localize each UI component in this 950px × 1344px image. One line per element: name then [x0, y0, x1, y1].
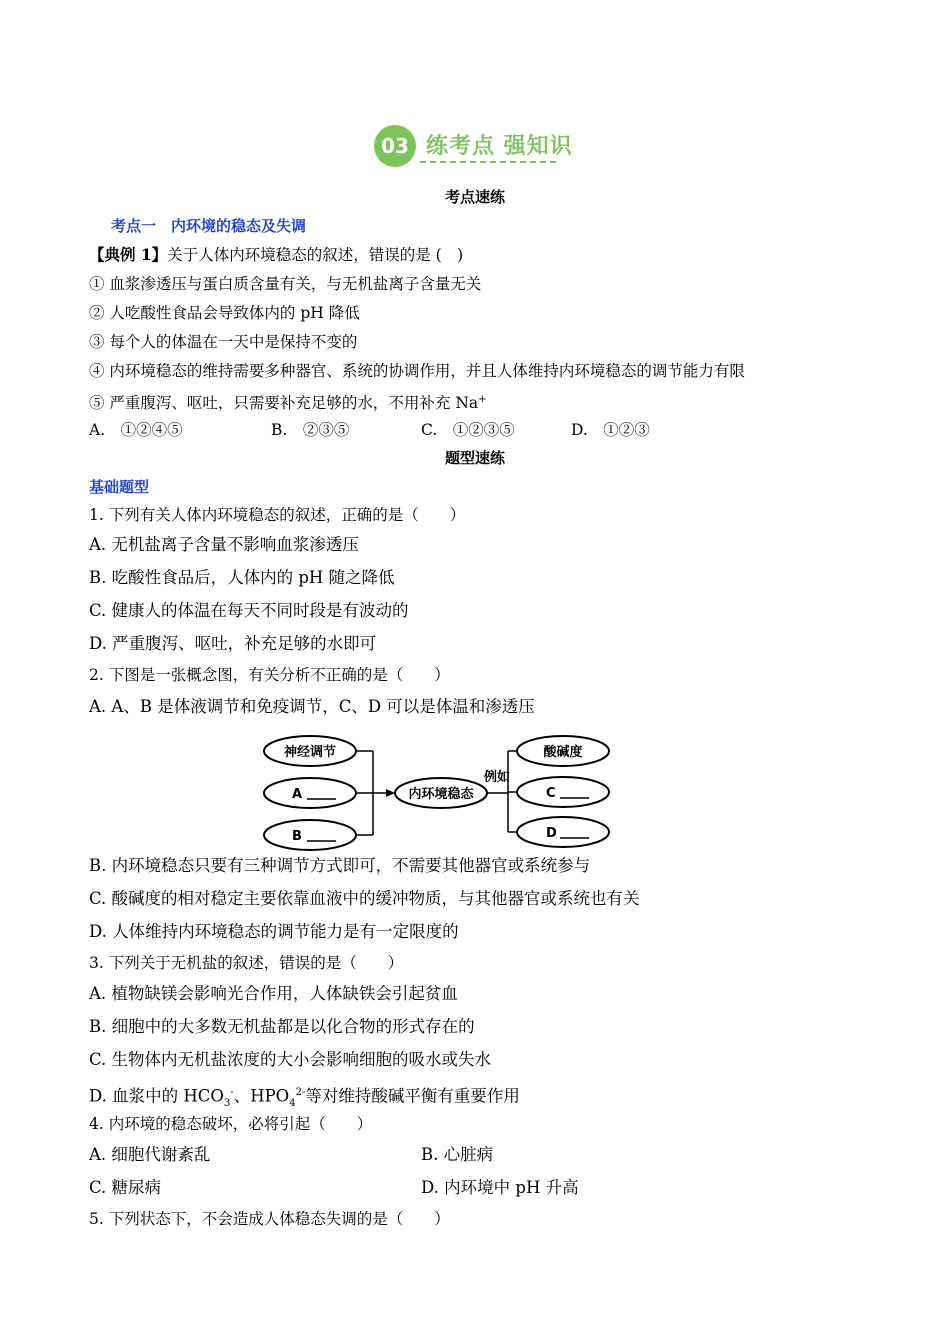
q3-option-a: A. 植物缺镁会影响光合作用，人体缺铁会引起贫血 [89, 984, 458, 1003]
diagram-ellipse-left2 [264, 778, 356, 808]
badge-underline [420, 161, 556, 163]
section2-title: 题型速练 [444, 449, 505, 467]
example-option-c: C. ①②③⑤ [421, 421, 515, 439]
example-stem-text: 关于人体内环境稳态的叙述，错误的是 ( ) [167, 246, 464, 264]
q1-option-b: B. 吃酸性食品后，人体内的 pH 随之降低 [89, 568, 395, 587]
example-stem [89, 244, 463, 266]
q3-d-sup2: 2- [295, 1087, 306, 1098]
badge-number: 03 [374, 125, 416, 167]
example-option-a: A. ①②④⑤ [89, 421, 183, 439]
example-item-5-sup: + [478, 394, 487, 405]
diagram-right3-label: D [546, 826, 557, 841]
q5-stem: 5. 下列状态下，不会造成人体稳态失调的是（ ） [89, 1210, 450, 1228]
q1-option-d: D. 严重腹泻、呕吐，补充足够的水即可 [89, 634, 377, 653]
q2-option-d: D. 人体维持内环境稳态的调节能力是有一定限度的 [89, 922, 459, 941]
diagram-ellipse-right3 [517, 817, 609, 847]
q3-d-sub2: 4 [289, 1097, 296, 1109]
q1-stem: 1. 下列有关人体内环境稳态的叙述，正确的是（ ） [89, 506, 466, 524]
q1-option-a: A. 无机盐离子含量不影响血浆渗透压 [89, 535, 359, 554]
diagram-example-label: 例如 [484, 770, 511, 785]
q3-option-c: C. 生物体内无机盐浓度的大小会影响细胞的吸水或失水 [89, 1050, 492, 1069]
basic-title: 基础题型 [89, 478, 150, 496]
q4-option-c: C. 糖尿病 [89, 1178, 162, 1197]
example-item-5-text: ⑤ 严重腹泻、呕吐，只需要补充足够的水，不用补充 Na [89, 394, 479, 413]
diagram-left1-label: 神经调节 [283, 745, 337, 760]
q2-stem: 2. 下图是一张概念图，有关分析不正确的是（ ） [89, 666, 450, 684]
q3-d-part3: 等对维持酸碱平衡有重要作用 [305, 1086, 520, 1106]
q4-option-a: A. 细胞代谢紊乱 [89, 1145, 211, 1164]
concept-diagram [262, 734, 622, 854]
example-option-b: B. ②③⑤ [271, 421, 350, 439]
q3-option-b: B. 细胞中的大多数无机盐都是以化合物的形式存在的 [89, 1017, 475, 1036]
example-item-2: ② 人吃酸性食品会导致体内的 pH 降低 [89, 304, 360, 322]
diagram-left3-label: B [292, 829, 302, 844]
example-tag: 【典例 1】 [89, 245, 168, 264]
example-item-3: ③ 每个人的体温在一天中是保持不变的 [89, 333, 358, 351]
q4-option-b: B. 心脏病 [421, 1145, 494, 1164]
section-badge [374, 125, 584, 167]
q3-d-part2: 、HPO [233, 1086, 290, 1106]
diagram-right2-label: C [546, 786, 556, 801]
diagram-left2-label: A [292, 787, 303, 802]
q3-d-sup1: - [230, 1087, 234, 1098]
diagram-ellipse-right2 [517, 777, 609, 807]
q4-option-d: D. 内环境中 pH 升高 [421, 1178, 579, 1197]
example-option-d: D. ①②③ [571, 421, 650, 439]
example-item-1: ① 血浆渗透压与蛋白质含量有关，与无机盐离子含量无关 [89, 275, 482, 293]
example-item-4: ④ 内环境稳态的维持需要多种器官、系统的协调作用，并且人体维持内环境稳态的调节能力有限 [89, 362, 745, 380]
section1-title: 考点速练 [444, 188, 505, 206]
diagram-center-label: 内环境稳态 [408, 787, 474, 802]
q3-option-d [89, 1082, 520, 1115]
diagram-right1-label: 酸碱度 [543, 745, 583, 760]
topic1-title: 考点一 内环境的稳态及失调 [111, 217, 307, 235]
example-item-5 [89, 389, 487, 414]
diagram-ellipse-left3 [264, 820, 356, 850]
q4-stem: 4. 内环境的稳态破坏，必将引起（ ） [89, 1115, 373, 1133]
q3-d-sub1: 3 [223, 1097, 231, 1109]
q2-option-a: A. A、B 是体液调节和免疫调节，C、D 可以是体温和渗透压 [89, 697, 535, 716]
q2-option-b: B. 内环境稳态只要有三种调节方式即可，不需要其他器官或系统参与 [89, 856, 591, 875]
badge-title: 练考点 强知识 [426, 134, 573, 159]
q2-option-c: C. 酸碱度的相对稳定主要依靠血液中的缓冲物质，与其他器官或系统也有关 [89, 889, 640, 908]
q1-option-c: C. 健康人的体温在每天不同时段是有波动的 [89, 601, 409, 620]
q3-d-part1: D. 血浆中的 HCO [89, 1086, 224, 1106]
q3-stem: 3. 下列关于无机盐的叙述，错误的是（ ） [89, 954, 404, 972]
